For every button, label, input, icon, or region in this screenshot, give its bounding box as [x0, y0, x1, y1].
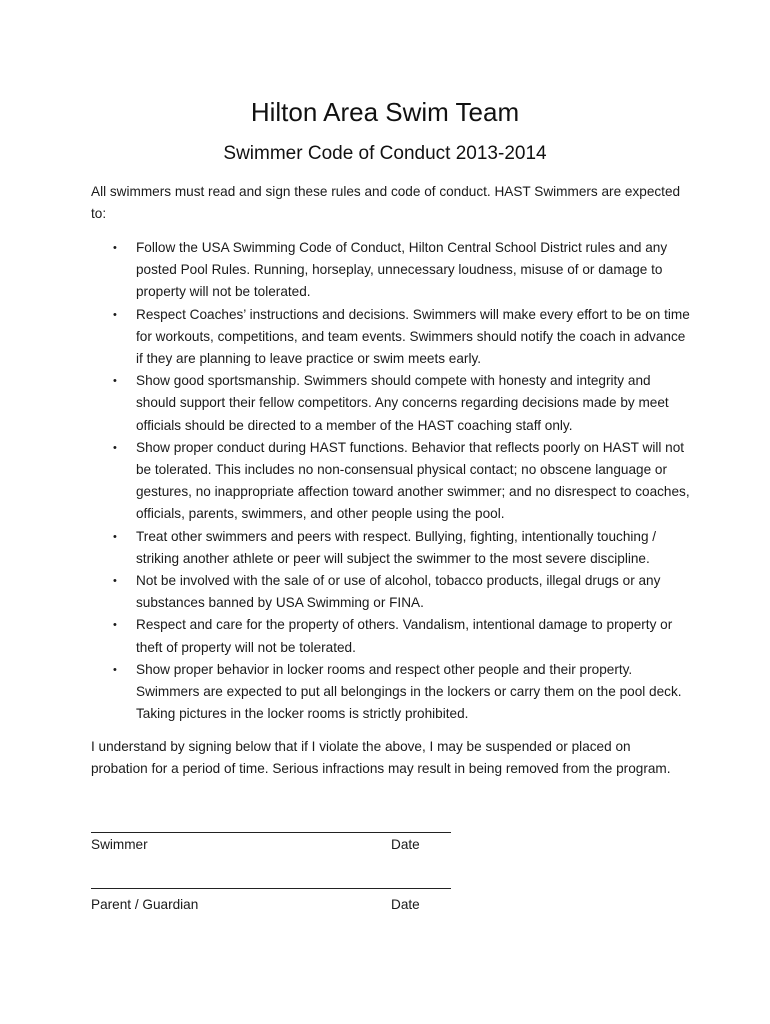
bullet-icon: • [113, 619, 117, 632]
rule-text: Follow the USA Swimming Code of Conduct, Hilton Central School District rules and any posted Pool Rules. Running, horseplay, unnecessary loudness, misuse of or damage to property will not be tolerated. [136, 240, 668, 300]
document-subtitle: Swimmer Code of Conduct 2013-2014 [223, 143, 547, 164]
bullet-icon: • [113, 375, 117, 388]
parent-signature-label: Parent / Guardian [91, 897, 199, 912]
bullet-icon: • [113, 308, 117, 321]
swimmer-signature-line[interactable] [91, 832, 451, 833]
bullet-icon: • [113, 441, 117, 454]
bullet-icon: • [113, 575, 117, 588]
rule-text: Treat other swimmers and peers with respect. Bullying, fighting, intentionally touching / striking another athlete or peer will subject the swimmer to the most severe discipline. [136, 528, 657, 566]
rule-text: Not be involved with the sale of or use of alcohol, tobacco products, illegal drugs or any substances banned by USA Swimming or FINA. [136, 573, 661, 611]
parent-date-label: Date [391, 897, 420, 912]
acknowledgement-paragraph: I understand by signing below that if I violate the above, I may be suspended or placed on probation for a period of time. Serious infractions may result in being removed from the program. [91, 739, 671, 776]
swimmer-signature-label: Swimmer [91, 837, 148, 852]
swimmer-date-label: Date [391, 837, 420, 852]
rule-text: Show proper behavior in locker rooms and respect other people and their property. Swimmers are expected to put all belongings in the lockers or carry them on the pool deck. Taking pictures in the locker rooms is strictly prohibited. [136, 661, 682, 722]
rule-item [91, 570, 691, 614]
bullet-icon: • [113, 663, 117, 676]
bullet-icon: • [113, 242, 117, 254]
rule-item [91, 237, 691, 304]
bullet-icon: • [113, 530, 117, 543]
rule-text: Show proper conduct during HAST functions. Behavior that reflects poorly on HAST will not be tolerated. This includes no non-consensual physical contact; no obscene language or gestures, no inappropriate affection toward another swimmer; and no disrespect to coaches, officials, parents, swimmers, and other people using the pool. [136, 439, 690, 522]
rule-text: Show good sportsmanship. Swimmers should compete with honesty and integrity and should support their fellow competitors. Any concerns regarding decisions made by meet officials should be directed to a member of the HAST coaching staff only. [136, 373, 669, 433]
document-title: Hilton Area Swim Team [250, 97, 520, 127]
rule-text: Respect and care for the property of others. Vandalism, intentional damage to property or theft of property will not be tolerated. [136, 617, 673, 655]
rule-item [91, 370, 691, 437]
rule-text: Respect Coaches’ instructions and decisions. Swimmers will make every effort to be on time for workouts, competitions, and team events. Swimmers should notify the coach in advance if they are planning to leave practice or swim meets early. [136, 306, 690, 367]
rule-item [91, 304, 691, 371]
rule-item [91, 526, 691, 570]
intro-paragraph: All swimmers must read and sign these rules and code of conduct. HAST Swimmers are expected to: [91, 184, 681, 221]
rules-list [91, 237, 691, 725]
rule-item [91, 437, 691, 526]
rule-item [91, 614, 691, 658]
parent-signature-line[interactable] [91, 888, 451, 889]
rule-item [91, 659, 691, 726]
